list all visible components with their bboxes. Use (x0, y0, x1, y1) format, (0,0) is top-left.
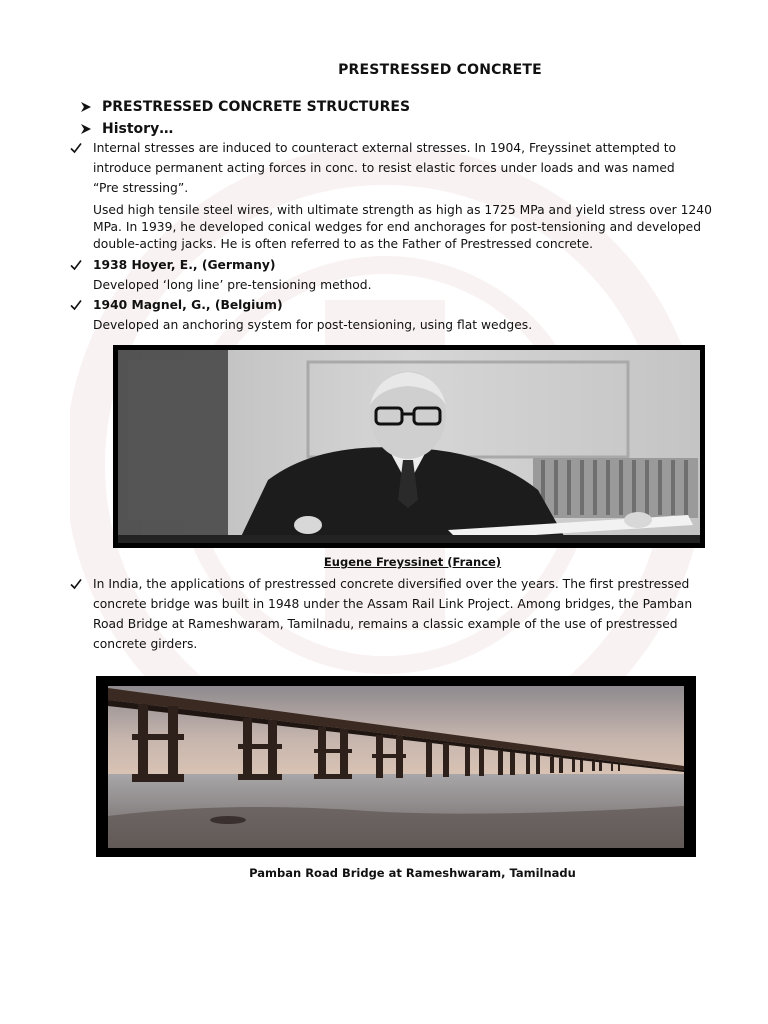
check-bullet-icon (70, 578, 82, 590)
hoyer-text: Developed ‘long line’ pre-tensioning method. (93, 278, 372, 292)
magnel-entry (93, 295, 532, 335)
pamban-bridge-image (108, 686, 684, 848)
india-paragraph (93, 574, 692, 654)
page-title: PRESTRESSED CONCRETE (338, 62, 542, 78)
text-line: concrete girders. (93, 637, 198, 651)
text-line: double-acting jacks. He is often referred to as the Father of Prestressed concrete. (93, 237, 594, 251)
magnel-text: Developed an anchoring system for post-tensioning, using flat wedges. (93, 318, 533, 332)
heading-history (80, 121, 173, 137)
text-line: Internal stresses are induced to counteract external stresses. In 1904, Freyssinet attempted to (93, 141, 677, 155)
text-line: concrete bridge was built in 1948 under the Assam Rail Link Project. Among bridges, the Pamban (93, 597, 693, 611)
arrow-bullet-icon (80, 123, 92, 135)
text-line: Used high tensile steel wires, with ultimate strength as high as 1725 MPa and yield stress over 1240 (93, 203, 712, 217)
pamban-caption: Pamban Road Bridge at Rameshwaram, Tamilnadu (249, 866, 576, 880)
hoyer-heading: 1938 Hoyer, E., (Germany) (93, 258, 276, 272)
text-line: Road Bridge at Rameshwaram, Tamilnadu, remains a classic example of the use of prestressed (93, 617, 678, 631)
heading-structures (80, 99, 410, 115)
magnel-heading: 1940 Magnel, G., (Belgium) (93, 298, 283, 312)
arrow-bullet-icon (80, 101, 92, 113)
freyssinet-photo-image (118, 350, 700, 543)
pamban-bridge-photo (96, 676, 696, 857)
text-line: introduce permanent acting forces in conc. to resist elastic forces under loads and was named (93, 161, 675, 175)
heading-structures-label: PRESTRESSED CONCRETE STRUCTURES (102, 99, 411, 115)
text-line: MPa. In 1939, he developed conical wedges for end anchorages for post-tensioning and developed (93, 220, 702, 234)
check-bullet-icon (70, 259, 82, 271)
check-bullet-icon (70, 142, 82, 154)
heading-history-label: History… (102, 121, 174, 137)
history-paragraph-1 (93, 138, 676, 198)
check-bullet-icon (70, 299, 82, 311)
text-line: “Pre stressing”. (93, 181, 189, 195)
history-paragraph-2 (93, 202, 712, 253)
freyssinet-photo (113, 345, 705, 548)
hoyer-entry (93, 255, 372, 295)
freyssinet-caption: Eugene Freyssinet (France) (323, 555, 502, 569)
text-line: In India, the applications of prestressed concrete diversified over the years. The first prestressed (93, 577, 690, 591)
